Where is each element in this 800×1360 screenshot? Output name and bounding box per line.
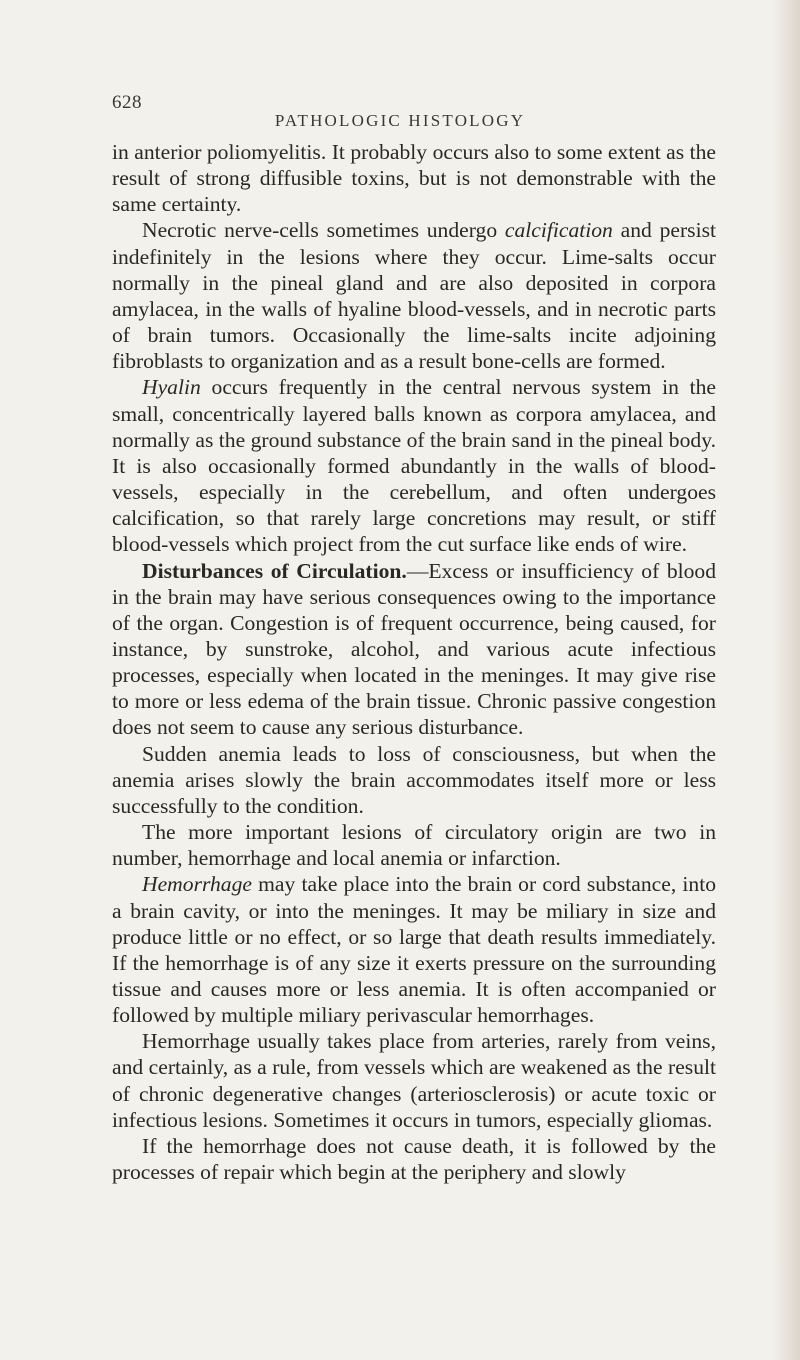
paragraph-text: occurs frequently in the central nervous system in the small, concentrically layered balls known as corpora amylacea, and normally as the ground substance of the brain sand in the pineal body. It is also occasionally formed abundantly in the walls of blood-vessels, especially in the cerebellum, and often undergoes calcification, so that rarely large concretions may result, or stiff blood-vessels which project from the cut surface like ends of wire. bbox=[112, 375, 716, 557]
paragraph-repair: If the hemorrhage does not cause death, it is followed by the processes of repair which begin at the periphery and slowly bbox=[112, 1133, 716, 1185]
paragraph-hyalin bbox=[112, 374, 716, 557]
emphasis-term-hyalin: Hyalin bbox=[142, 375, 201, 400]
paragraph-text: may take place into the brain or cord substance, into a brain cavity, or into the meninges. It may be miliary in size and produce little or no effect, or so large that death results immediately. If the hemorrhage is of any size it exerts pressure on the surrounding tissue and causes more or less anemia. It is often accompanied or followed by multiple miliary perivascular hemorrhages. bbox=[112, 872, 716, 1028]
emphasis-term-hemorrhage: Hemorrhage bbox=[142, 872, 252, 897]
paragraph-hemorrhage bbox=[112, 871, 716, 1028]
paragraph-calcification bbox=[112, 217, 716, 374]
section-heading: Disturbances of Circulation. bbox=[142, 558, 407, 583]
paragraph-text: Necrotic nerve-cells sometimes undergo bbox=[142, 218, 505, 243]
paragraph-disturbances-of-circulation bbox=[112, 558, 716, 741]
paragraph-text: —Excess or insufficiency of blood in the brain may have serious consequences owing to the importance of the organ. Congestion is of frequent occurrence, being caused, for instance, by sunstroke, alcohol, and various acute infectious processes, especially when located in the meninges. It may give rise to more or less edema of the brain tissue. Chronic passive congestion does not seem to cause any serious disturbance. bbox=[112, 558, 717, 740]
paragraph-circulatory-lesions: The more important lesions of circulatory origin are two in number, hemorrhage and local anemia or infarction. bbox=[112, 820, 716, 871]
page-number: 628 bbox=[112, 92, 142, 113]
running-head: PATHOLOGIC HISTOLOGY bbox=[274, 111, 526, 130]
paragraph-hemorrhage-origin: Hemorrhage usually takes place from arteries, rarely from veins, and certainly, as a rule, from vessels which are weakened as the result of chronic degenerative changes (arteriosclerosis) or acute toxic or infectious lesions. Sometimes it occurs in tumors, especially gliomas. bbox=[112, 1029, 716, 1132]
paragraph-text: and persist indefinitely in the lesions where they occur. Lime-salts occur normally in the pineal gland and are also deposited in corpora amylacea, in the walls of hyaline blood-vessels, and in necrotic parts of brain tumors. Occasionally the lime-salts incite adjoining fibroblasts to organization and as a result bone-cells are formed. bbox=[112, 218, 716, 374]
emphasis-term-calcification: calcification bbox=[504, 218, 613, 243]
body-text bbox=[112, 139, 716, 1185]
paragraph-sudden-anemia: Sudden anemia leads to loss of consciousness, but when the anemia arises slowly the brain accommodates itself more or less successfully to the condition. bbox=[112, 741, 716, 818]
paragraph-continued: in anterior poliomyelitis. It probably occurs also to some extent as the result of strong diffusible toxins, but is not demonstrable with the same certainty. bbox=[112, 140, 716, 217]
page-edge-shadow bbox=[772, 0, 800, 1360]
